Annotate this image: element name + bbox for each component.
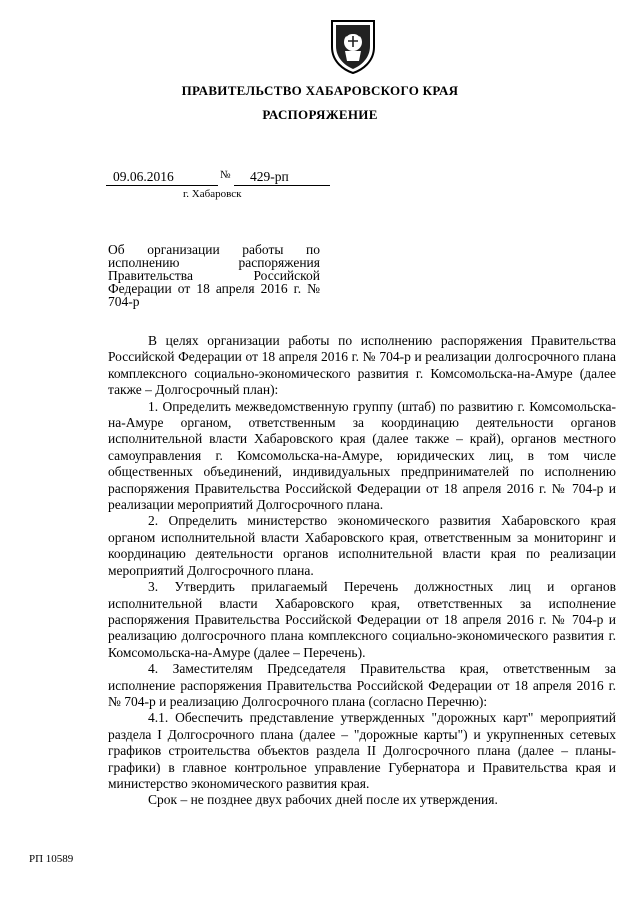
document-date: 09.06.2016 <box>113 169 174 184</box>
footer-registration-number: РП 10589 <box>29 853 74 865</box>
document-type: РАСПОРЯЖЕНИЕ <box>262 107 378 122</box>
document-number: 429-рп <box>250 169 289 184</box>
item-3-paragraph: 3. Утвердить прилагаемый Перечень должностных лиц и органов исполнительной власти Хабаровского края, ответственных за исполнение распоряжения Правительства Российской Федерации от 18 апреля 2016 г. № 704-р и реализацию долгосрочного плана комплексного социально-экономического развития г. Комсомольска-на-Амуре (далее – Перечень). <box>108 579 616 660</box>
item-4-1-paragraph: 4.1. Обеспечить представление утвержденных "дорожных карт" мероприятий раздела I Долгосрочного плана (далее – "дорожные карты") и укрупненных сетевых графиков строительства объектов раздела II Долгосрочного плана (далее – планы-графики) в главное контрольное управление Губернатора и Правительства края и министерство экономического развития края. <box>108 710 616 791</box>
number-sign: № <box>220 169 231 181</box>
item-2-paragraph: 2. Определить министерство экономического развития Хабаровского края органом исполнительной власти Хабаровского края, ответственным за мониторинг и координацию деятельности органов исполнительной власти края по реализации мероприятий Долгосрочного плана. <box>108 513 616 578</box>
government-name: ПРАВИТЕЛЬСТВО ХАБАРОВСКОГО КРАЯ <box>181 83 459 98</box>
document-subject: Об организации работы по исполнению распоряжения Правительства Российской Федерации от 18 апреля 2016 г. № 704-р <box>108 242 320 309</box>
deadline-paragraph: Срок – не позднее двух рабочих дней после их утверждения. <box>148 792 498 808</box>
date-underline <box>106 185 218 186</box>
item-4-paragraph: 4. Заместителям Председателя Правительства края, ответственным за исполнение распоряжения Правительства Российской Федерации от 18 апреля 2016 г. № 704-р и реализацию Долгосрочного плана (согласно Перечню): <box>108 661 616 709</box>
coat-of-arms-emblem <box>326 17 380 75</box>
item-1-paragraph: 1. Определить межведомственную группу (штаб) по развитию г. Комсомольска-на-Амуре органом, ответственным за координацию деятельности органов исполнительной власти Хабаровского края (далее также – край), органов местного самоуправления г. Комсомольска-на-Амуре, юридических лиц, в том числе общественных объединений, индивидуальных предпринимателей по исполнению распоряжения Правительства Российской Федерации от 18 апреля 2016 г. № 704-р и реализации мероприятий Долгосрочного плана. <box>108 398 616 513</box>
document-body <box>108 333 616 809</box>
number-underline <box>234 185 330 186</box>
document-city: г. Хабаровск <box>183 188 242 200</box>
preamble-paragraph: В целях организации работы по исполнению распоряжения Правительства Российской Федерации от 18 апреля 2016 г. № 704-р и реализации долгосрочного плана комплексного социально-экономического развития г. Комсомольска-на-Амуре (далее также – Долгосрочный план): <box>108 333 616 398</box>
